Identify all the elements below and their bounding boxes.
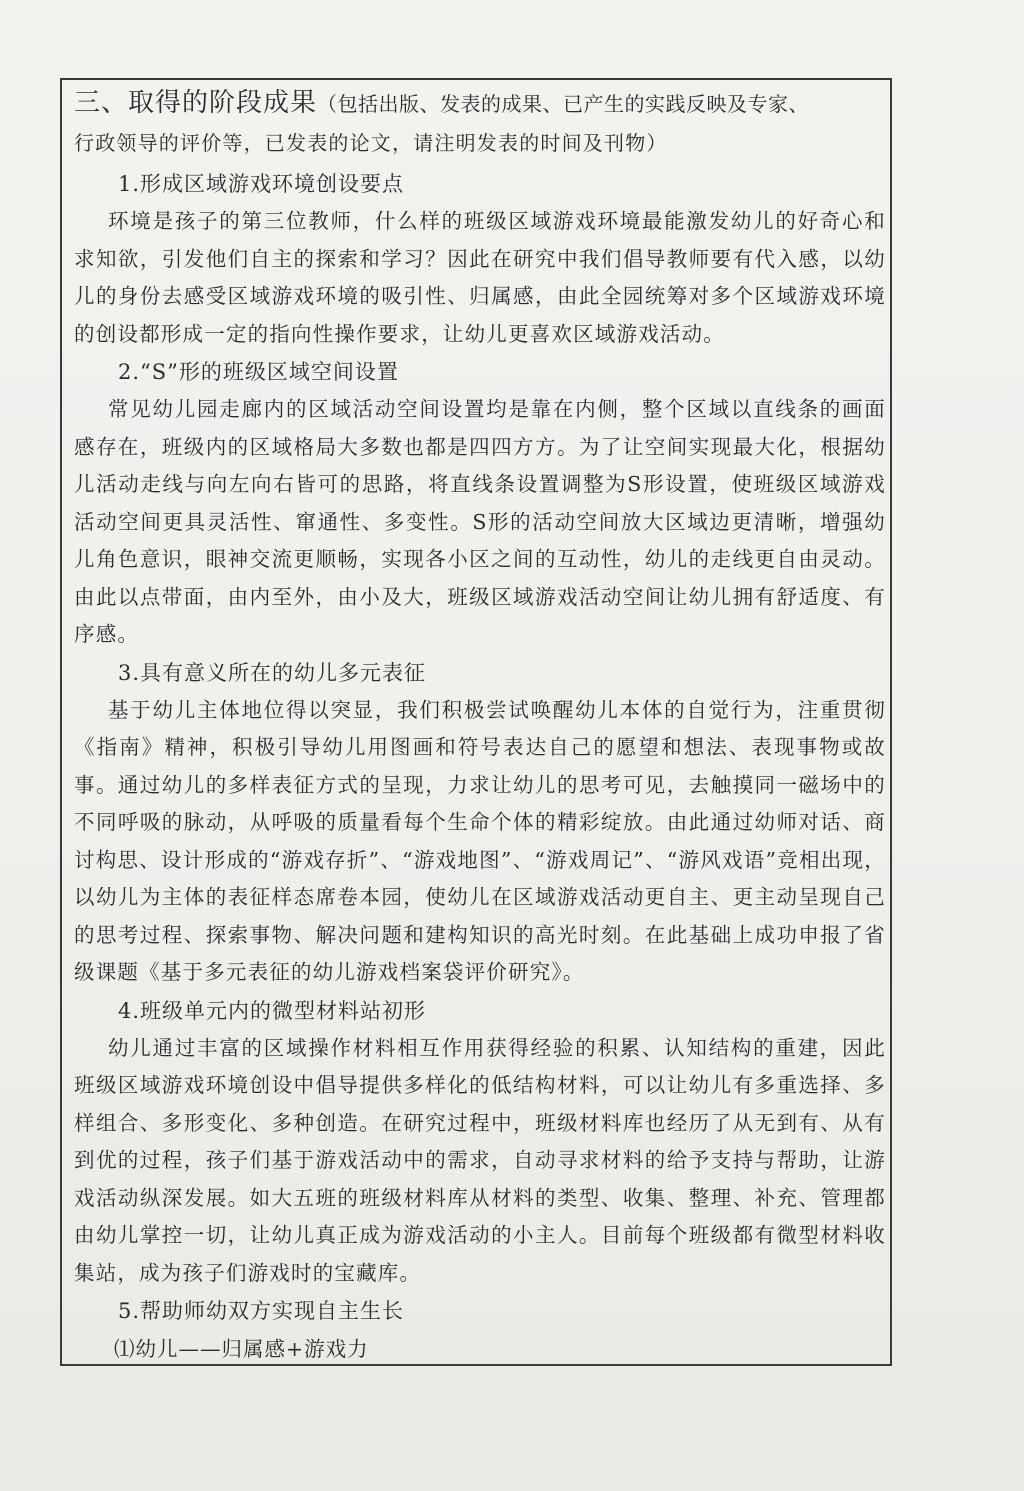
- item-text-2: 常见幼儿园走廊内的区域活动空间设置均是靠在内侧，整个区域以直线条的画面感存在，班级内的区域格局大多数也都是四四方方。为了让空间实现最大化，根据幼儿活动走线与向左向右皆可的思路，将直线条设置调整为S形设置，使班级区域游戏活动空间更具灵活性、窜通性、多变性。S形的活动空间放大区域边更清晰，增强幼儿角色意识，眼神交流更顺畅，实现各小区之间的互动性，幼儿的走线更自由灵动。由此以点带面，由内至外，由小及大，班级区域游戏活动空间让幼儿拥有舒适度、有序感。: [74, 397, 886, 646]
- section-note-first: （包括出版、发表的成果、已产生的实践反映及专家、: [317, 92, 810, 116]
- section-heading-title: 三、取得的阶段成果: [74, 88, 318, 118]
- item-title-2: 2.“S”形的班级区域空间设置: [118, 360, 399, 384]
- subitem-1: ⑴幼儿——归属感+游戏力: [114, 1337, 369, 1361]
- item-title-3: 3.具有意义所在的幼儿多元表征: [118, 660, 427, 685]
- item-text-3: 基于幼儿主体地位得以突显，我们积极尝试唤醒幼儿本体的自觉行为，注重贯彻《指南》精神，积极引导幼儿用图画和符号表达自己的愿望和想法、表现事物或故事。通过幼儿的多样表征方式的呈现，力求让幼儿的思考可见，去触摸同一磁场中的不同呼吸的脉动，从呼吸的质量看每个生命个体的精彩绽放。由此通过幼师对话、商讨构思、设计形成的“游戏存折”、“游戏地图”、“游戏周记”、“游风戏语”竞相出现，以幼儿为主体的表征样态席卷本园，使幼儿在区域游戏活动更自主、更主动呈现自己的思考过程、探索事物、解决问题和建构知识的高光时刻。在此基础上成功申报了省级课题《基于多元表征的幼儿游戏档案袋评价研究》。: [74, 697, 886, 984]
- item-title-1: 1.形成区域游戏环境创设要点: [118, 172, 405, 196]
- section-heading: [74, 80, 886, 127]
- section-note-second: 行政领导的评价等，已发表的论文，请注明发表的时间及刊物）: [74, 131, 668, 155]
- item-text-1: 环境是孩子的第三位教师，什么样的班级区域游戏环境最能激发幼儿的好奇心和求知欲，引发他们自主的探索和学习？因此在研究中我们倡导教师要有代入感，以幼儿的身份去感受区域游戏环境的吸引性、归属感，由此全园统筹对多个区域游戏环境的创设都形成一定的指向性操作要求，让幼儿更喜欢区域游戏活动。: [74, 209, 886, 346]
- item-title-4: 4.班级单元内的微型材料站初形: [118, 998, 427, 1023]
- item-title-5: 5.帮助师幼双方实现自主生长: [118, 1299, 405, 1323]
- item-text-4: 幼儿通过丰富的区域操作材料相互作用获得经验的积累、认知结构的重建，因此班级区域游戏环境创设中倡导提供多样化的低结构材料，可以让幼儿有多重选择、多样组合、多形变化、多种创造。在研究过程中，班级材料库也经历了从无到有、从有到优的过程，孩子们基于游戏活动中的需求，自动寻求材料的给予支持与帮助，让游戏活动纵深发展。如大五班的班级材料库从材料的类型、收集、整理、补充、管理都由幼儿掌控一切，让幼儿真正成为游戏活动的小主人。目前每个班级都有微型材料收集站，成为孩子们游戏时的宝藏库。: [74, 1035, 886, 1285]
- form-content: [74, 80, 886, 1368]
